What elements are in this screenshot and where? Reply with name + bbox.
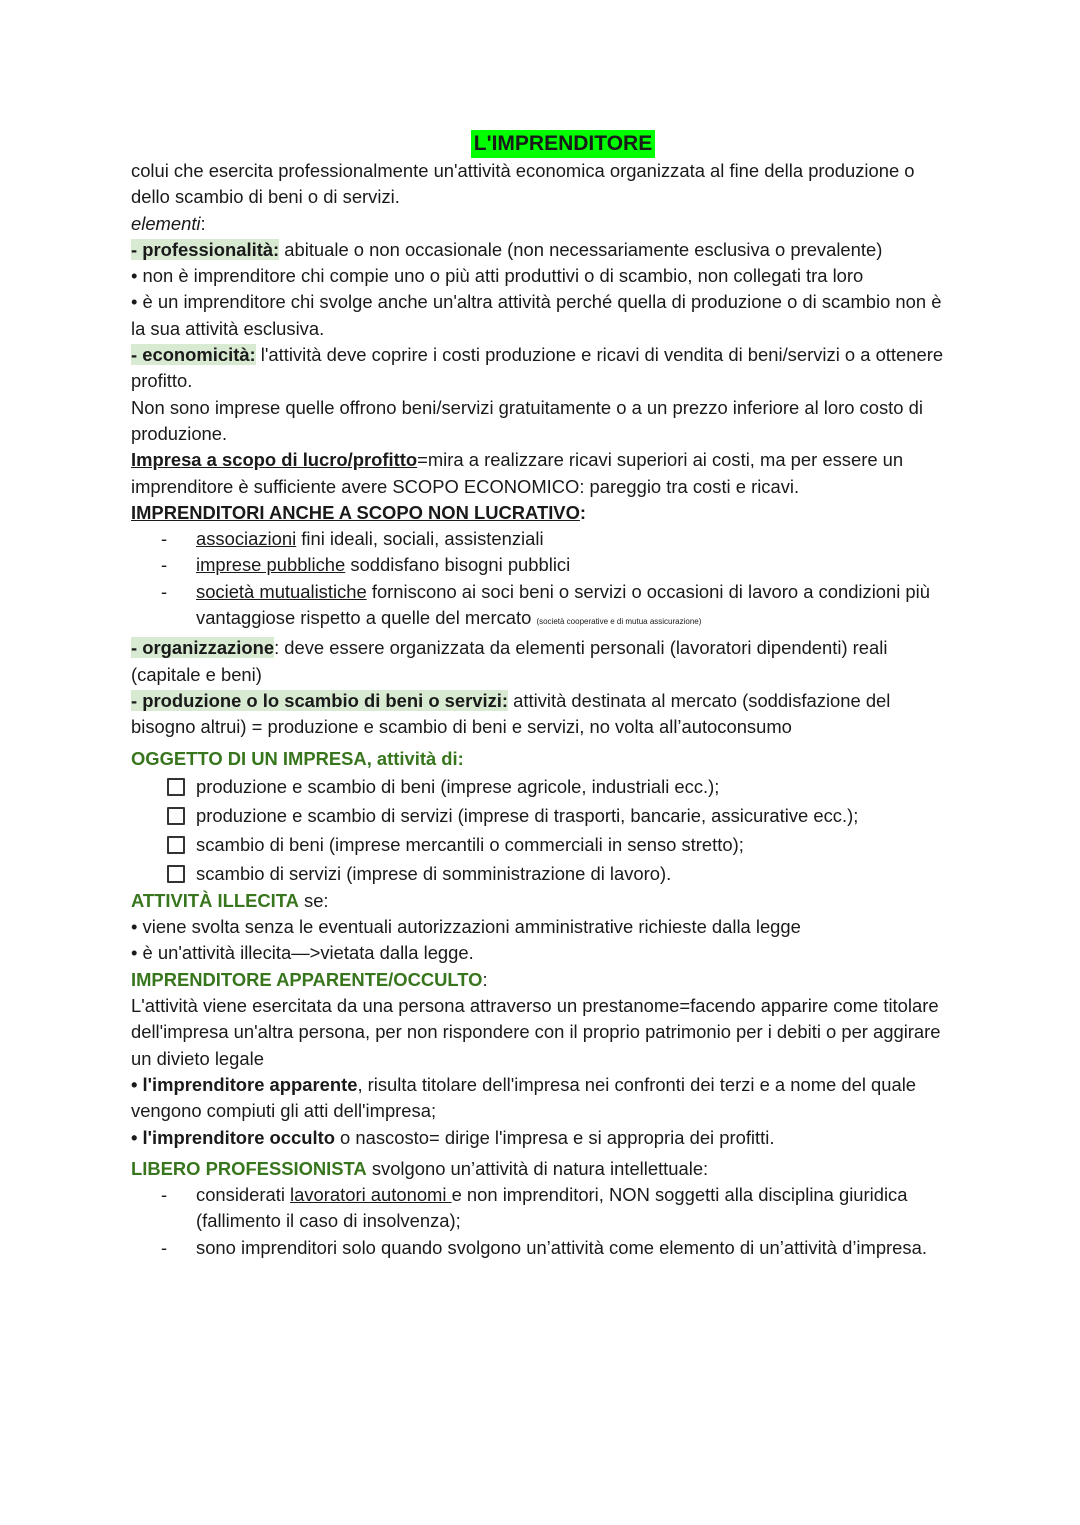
elementi-colon: : <box>200 212 206 234</box>
item-text: produzione e scambio di beni (imprese agricole, industriali ecc.); <box>196 775 720 797</box>
intro-paragraph: colui che esercita professionalmente un'attività economica organizzata al fine della produzione o dello scambio di beni o di servizi. <box>131 160 915 208</box>
occulto-label: • l'imprenditore occulto <box>131 1126 335 1148</box>
dash-marker: - <box>161 580 168 602</box>
illecita-bullet-1: • viene svolta senza le eventuali autorizzazioni amministrative richieste dalla legge <box>131 916 801 938</box>
list-item <box>131 772 948 801</box>
economicita-text: l'attività deve coprire i costi produzione e ricavi di vendita di beni/servizi o a ottenere profitto. <box>131 344 944 392</box>
economicita-line <box>131 342 948 395</box>
list-item <box>131 1235 948 1261</box>
produzione-text: attività destinata al mercato (soddisfazione del bisogno altrui) = produzione e scambio di beni e servizi, no volta all’autoconsumo <box>131 689 891 738</box>
organizzazione-line <box>131 635 948 688</box>
produzione-label: - produzione o lo scambio di beni o servizi: <box>131 689 509 711</box>
libero-heading-line <box>131 1156 948 1182</box>
economicita-label: - economicità: <box>131 344 256 366</box>
apparente-text: , risulta titolare dell'impresa nei confronti dei terzi e a nome del quale vengono compiuti gli atti dell'impresa; <box>131 1073 917 1122</box>
produzione-line <box>131 688 948 741</box>
list-item <box>131 830 948 859</box>
lucro-line <box>131 447 948 500</box>
elementi-label: elementi <box>131 212 201 234</box>
dash-marker: - <box>161 1236 168 1258</box>
item-term: società mutualistiche <box>196 580 367 602</box>
libero-heading: LIBERO PROFESSIONISTA <box>131 1157 367 1179</box>
libero-heading-rest: svolgono un’attività di natura intellettuale: <box>366 1157 709 1179</box>
oggetto-list <box>131 772 948 888</box>
item-term: lavoratori autonomi <box>290 1184 452 1206</box>
professionalita-line <box>131 237 948 263</box>
lucro-text: =mira a realizzare ricavi superiori ai costi, ma per essere un imprenditore è sufficiente avere SCOPO ECONOMICO: pareggio tra costi e ricavi. <box>131 449 904 497</box>
illecita-heading-rest: se: <box>298 889 329 911</box>
lucro-label: Impresa a scopo di lucro/profitto <box>131 449 418 471</box>
professionalita-label: - professionalità: <box>131 238 280 260</box>
item-term: associazioni <box>196 528 297 550</box>
item-text: fini ideali, sociali, assistenziali <box>296 528 544 550</box>
item-text-pre: considerati <box>196 1184 291 1206</box>
occulto-text: o nascosto= dirige l'impresa e si appropria dei profitti. <box>334 1126 775 1148</box>
non-lucrativo-heading <box>131 500 948 526</box>
illecita-heading-line <box>131 888 948 914</box>
non-lucrativo-list <box>131 526 948 635</box>
elementi-line <box>131 211 948 237</box>
list-item <box>131 526 948 552</box>
item-text: soddisfano bisogni pubblici <box>345 554 571 576</box>
non-lucrativo-colon: : <box>579 501 587 523</box>
list-item <box>131 859 948 888</box>
apparente-paragraph: L'attività viene esercitata da una persona attraverso un prestanome=facendo apparire come titolare dell'impresa un'altra persona, per non rispondere con il proprio patrimonio per i debiti o per aggirare un divieto legale <box>131 995 941 1069</box>
item-term: imprese pubbliche <box>196 554 346 576</box>
professionalita-bullet-2: • è un imprenditore chi svolge anche un'altra attività perché quella di produzione o di scambio non è la sua attività esclusiva. <box>131 291 942 339</box>
illecita-heading: ATTIVITÀ ILLECITA <box>131 889 299 911</box>
checkbox-icon <box>167 807 185 825</box>
item-text: produzione e scambio di servizi (imprese di trasporti, bancarie, assicurative ecc.); <box>196 804 859 826</box>
apparente-heading: IMPRENDITORE APPARENTE/OCCULTO <box>131 968 483 990</box>
organizzazione-label: - organizzazione <box>131 637 275 659</box>
checkbox-icon <box>167 865 185 883</box>
dash-marker: - <box>161 528 168 550</box>
item-text-post: e non imprenditori, NON soggetti alla disciplina giuridica (fallimento il caso di insolvenza); <box>196 1184 908 1232</box>
checkbox-icon <box>167 778 185 796</box>
item-small-note: (società cooperative e di mutua assicurazione) <box>536 617 702 627</box>
list-item <box>131 552 948 578</box>
oggetto-heading: OGGETTO DI UN IMPRESA, attività di: <box>131 747 464 769</box>
page-title: L'IMPRENDITORE <box>471 130 655 158</box>
illecita-bullet-2: • è un'attività illecita—>vietata dalla legge. <box>131 942 474 964</box>
list-item <box>131 1182 948 1235</box>
economicita-note: Non sono imprese quelle offrono beni/servizi gratuitamente o a un prezzo inferiore al loro costo di produzione. <box>131 396 923 444</box>
list-item <box>131 801 948 830</box>
apparente-heading-rest: : <box>482 968 488 990</box>
professionalita-text: abituale o non occasionale (non necessariamente esclusiva o prevalente) <box>279 238 883 260</box>
dash-marker: - <box>161 554 168 576</box>
non-lucrativo-label: IMPRENDITORI ANCHE A SCOPO NON LUCRATIVO <box>131 501 580 523</box>
item-text: scambio di servizi (imprese di somministrazione di lavoro). <box>196 862 672 884</box>
organizzazione-text: : deve essere organizzata da elementi personali (lavoratori dipendenti) reali (capitale e beni) <box>131 637 888 685</box>
item-text: sono imprenditori solo quando svolgono un’attività come elemento di un’attività d’impresa. <box>196 1236 927 1258</box>
list-item <box>131 579 948 636</box>
apparente-label: • l'imprenditore apparente <box>131 1073 358 1095</box>
apparente-heading-line <box>131 967 948 993</box>
dash-marker: - <box>161 1184 168 1206</box>
apparente-bullet <box>131 1072 948 1125</box>
libero-list <box>131 1182 948 1261</box>
item-text: forniscono ai soci beni o servizi o occasioni di lavoro a condizioni più vantaggiose rispetto a quelle del mercato <box>196 580 930 629</box>
checkbox-icon <box>167 836 185 854</box>
item-text: scambio di beni (imprese mercantili o commerciali in senso stretto); <box>196 833 744 855</box>
professionalita-bullet-1: • non è imprenditore chi compie uno o più atti produttivi o di scambio, non collegati tra loro <box>131 265 864 287</box>
occulto-bullet <box>131 1125 948 1151</box>
title-wrap <box>178 130 948 158</box>
